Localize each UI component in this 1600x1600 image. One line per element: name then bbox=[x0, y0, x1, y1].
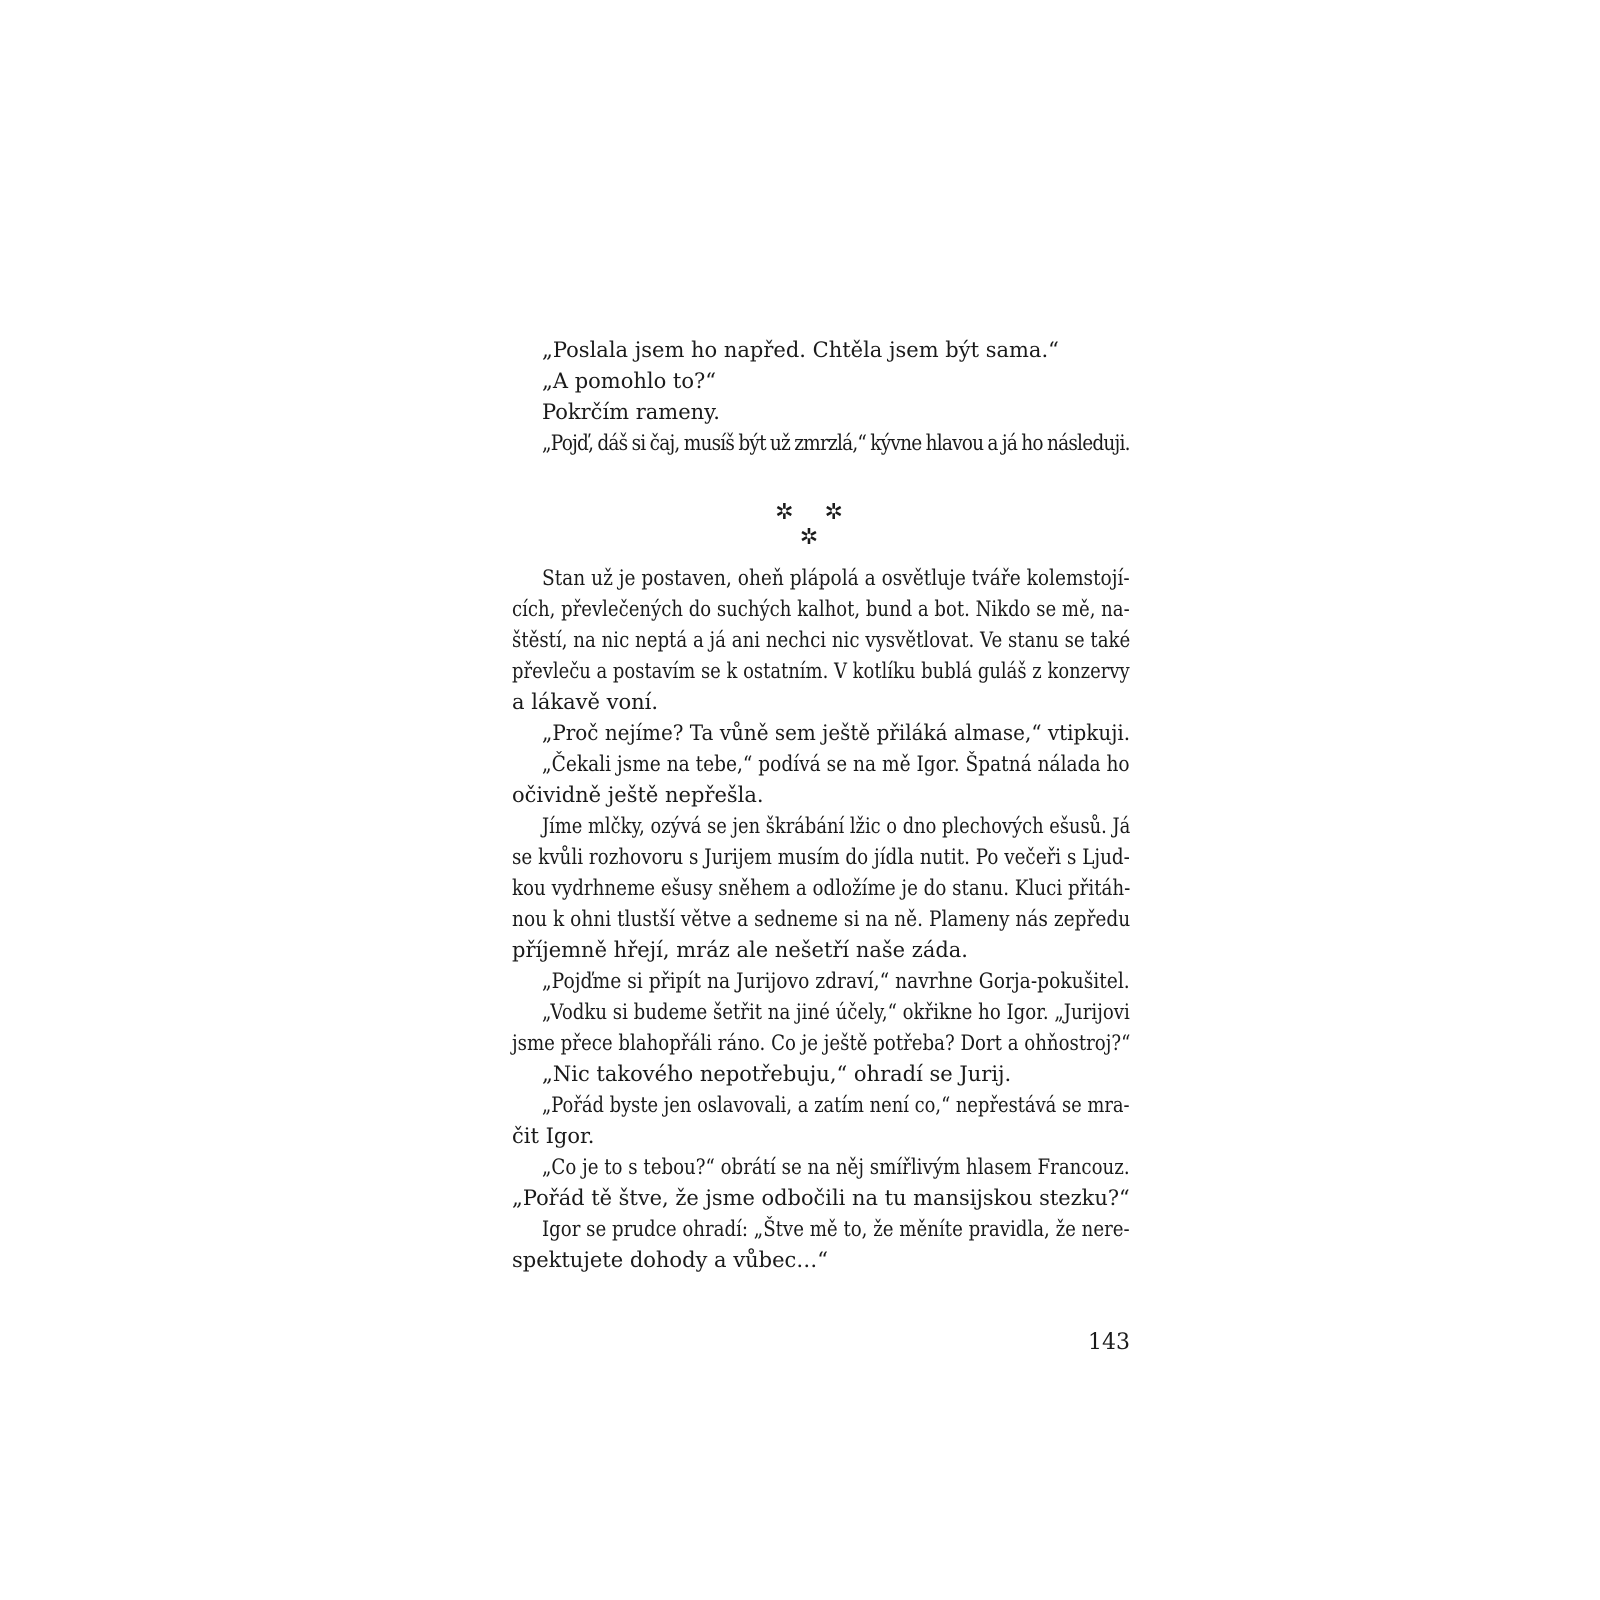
page-number: 143 bbox=[1088, 1330, 1130, 1355]
text-line: „A pomohlo to?“ bbox=[542, 369, 716, 393]
text-line: štěstí, na nic neptá a já ani nechci nic vysvětlovat. Ve stanu se také bbox=[512, 628, 1131, 652]
text-line: cích, převlečených do suchých kalhot, bund a bot. Nikdo se mě, na- bbox=[512, 597, 1130, 621]
text-line: příjemně hřejí, mráz ale nešetří naše záda. bbox=[512, 938, 968, 962]
text-line: „Pojď, dáš si čaj, musíš být už zmrzlá,“ kývne hlavou a já ho následuji. bbox=[542, 431, 1130, 455]
text-line: jsme přece blahopřáli ráno. Co je ještě potřeba? Dort a ohňostroj?“ bbox=[512, 1031, 1131, 1055]
text-line: Stan už je postaven, oheň plápolá a osvětluje tváře kolemstojí- bbox=[542, 566, 1130, 590]
text-line: Igor se prudce ohradí: „Štve mě to, že měníte pravidla, že nere- bbox=[542, 1217, 1130, 1241]
text-line: kou vydrhneme ešusy sněhem a odložíme je do stanu. Kluci přitáh- bbox=[512, 876, 1131, 900]
text-line: nou k ohni tlustší větve a sedneme si na ně. Plameny nás zepředu bbox=[512, 907, 1131, 931]
text-line: převleču a postavím se k ostatním. V kotlíku bublá guláš z konzervy bbox=[512, 659, 1130, 683]
text-line: „Nic takového nepotřebuju,“ ohradí se Jurij. bbox=[542, 1062, 1012, 1086]
text-line: „Poslala jsem ho napřed. Chtěla jsem být sama.“ bbox=[542, 338, 1059, 362]
text-line: „Vodku si budeme šetřit na jiné účely,“ okřikne ho Igor. „Jurijovi bbox=[542, 1000, 1130, 1024]
text-line: „Pořád tě štve, že jsme odbočili na tu mansijskou stezku?“ bbox=[512, 1186, 1130, 1210]
text-line: „Čekali jsme na tebe,“ podívá se na mě Igor. Špatná nálada ho bbox=[542, 752, 1130, 776]
text-line: očividně ještě nepřešla. bbox=[512, 783, 764, 807]
text-line: Jíme mlčky, ozývá se jen škrábání lžic o dno plechových ešusů. Já bbox=[542, 814, 1131, 838]
text-line: čit Igor. bbox=[512, 1124, 595, 1148]
main-text bbox=[512, 563, 1130, 1283]
text-line: „Pořád byste jen oslavovali, a zatím není co,“ nepřestává se mra- bbox=[542, 1093, 1130, 1117]
text-line: Pokrčím rameny. bbox=[542, 400, 720, 424]
text-line: „Co je to s tebou?“ obrátí se na něj smířlivým hlasem Francouz. bbox=[542, 1155, 1130, 1179]
text-line: „Proč nejíme? Ta vůně sem ještě přiláká almase,“ vtipkuji. bbox=[542, 721, 1131, 745]
text-line: spektujete dohody a vůbec…“ bbox=[512, 1248, 829, 1272]
intro-dialogue bbox=[512, 335, 1130, 460]
text-line: „Pojďme si připít na Jurijovo zdraví,“ navrhne Gorja-pokušitel. bbox=[542, 969, 1130, 993]
section-separator: ✲ ✲ ✲ bbox=[775, 500, 855, 550]
text-line: se kvůli rozhovoru s Jurijem musím do jídla nutit. Po večeři s Ljud- bbox=[512, 845, 1130, 869]
text-line: a lákavě voní. bbox=[512, 690, 659, 714]
